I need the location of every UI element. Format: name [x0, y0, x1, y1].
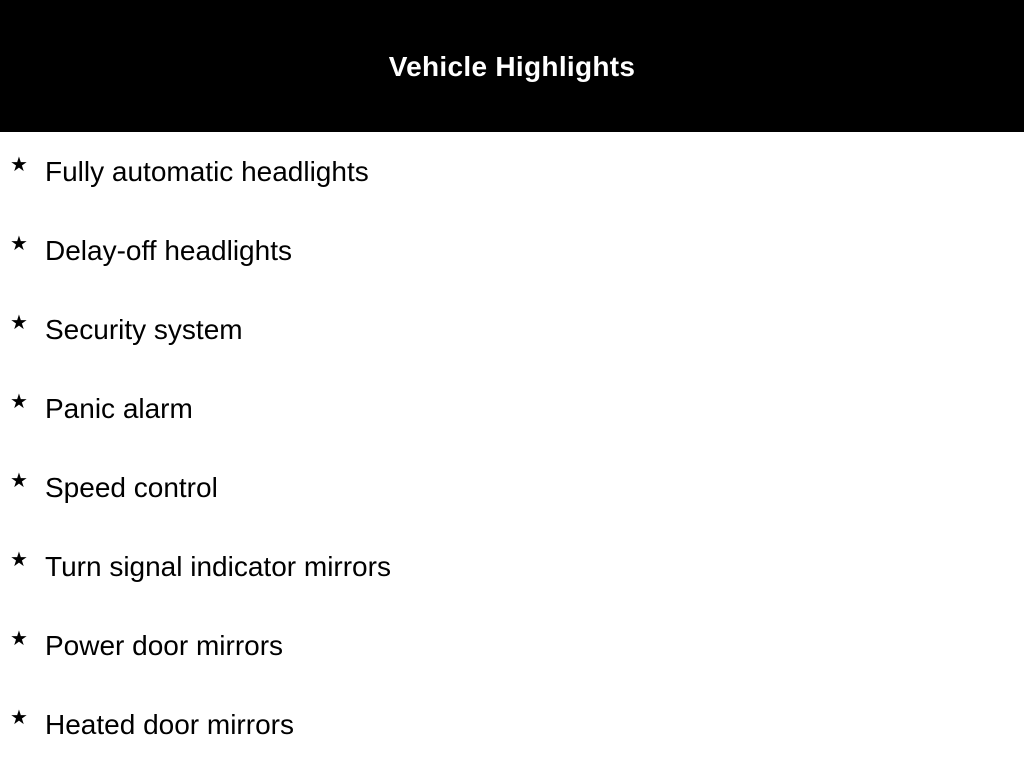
list-item-label: Panic alarm: [45, 393, 193, 424]
star-icon: ★: [10, 389, 28, 413]
list-item-label: Security system: [45, 314, 243, 345]
list-item-label: Delay-off headlights: [45, 235, 292, 266]
list-item-label: Fully automatic headlights: [45, 156, 369, 187]
star-icon: ★: [10, 310, 28, 334]
star-icon: ★: [10, 468, 28, 492]
star-icon: ★: [10, 547, 28, 571]
star-icon: ★: [10, 705, 28, 729]
list-item-label: Turn signal indicator mirrors: [45, 551, 391, 582]
page-title: Vehicle Highlights: [388, 51, 636, 82]
star-icon: ★: [10, 626, 28, 650]
star-icon: ★: [10, 152, 28, 176]
list-item-label: Heated door mirrors: [45, 709, 294, 740]
list-item-label: Speed control: [45, 472, 218, 503]
header-bar: [0, 0, 1024, 132]
list-item-label: Power door mirrors: [45, 630, 284, 661]
star-icon: ★: [10, 231, 28, 255]
